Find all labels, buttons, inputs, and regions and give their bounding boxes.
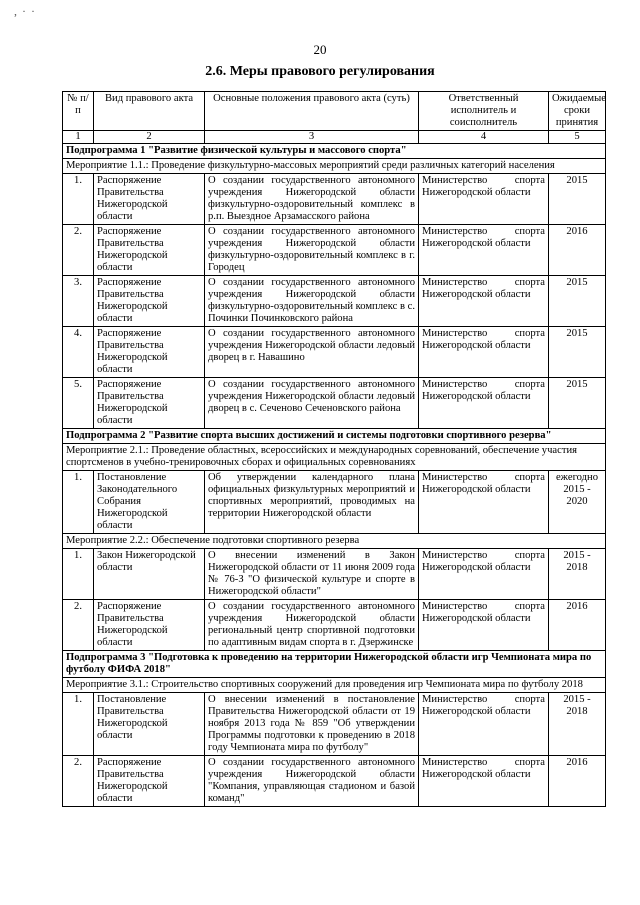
row-number: 4. xyxy=(63,327,94,378)
row-number: 1. xyxy=(63,549,94,600)
responsible: Министерство спорта Нижегородской области xyxy=(419,327,549,378)
column-number: 1 xyxy=(63,131,94,144)
act-provisions: О внесении изменений в постановление Правительства Нижегородской области от 19 ноября 2013 года № 859 "Об утверждении Программы подготовки к проведению в 2018 году Чемпионата мира по футболу" xyxy=(205,693,419,756)
table-row xyxy=(63,693,606,756)
table-row xyxy=(63,600,606,651)
row-number: 5. xyxy=(63,378,94,429)
responsible: Министерство спорта Нижегородской области xyxy=(419,549,549,600)
responsible: Министерство спорта Нижегородской области xyxy=(419,693,549,756)
act-provisions: О создании государственного автономного учреждения Нижегородской области физкультурно-оздоровительный комплекс в с. Починки Починковского района xyxy=(205,276,419,327)
header-act-type: Вид правового акта xyxy=(94,92,205,131)
act-type: Постановление Законодательного Собрания Нижегородской области xyxy=(94,471,205,534)
column-number: 4 xyxy=(419,131,549,144)
deadline: 2016 xyxy=(549,756,606,807)
section-title: 2.6. Меры правового регулирования xyxy=(205,64,435,79)
act-type: Распоряжение Правительства Нижегородской области xyxy=(94,174,205,225)
table-row xyxy=(63,174,606,225)
deadline: 2016 xyxy=(549,225,606,276)
act-provisions: О создании государственного автономного учреждения Нижегородской области физкультурно-оздоровительный комплекс в г. Городец xyxy=(205,225,419,276)
row-number: 2. xyxy=(63,756,94,807)
table-row xyxy=(63,276,606,327)
act-type: Распоряжение Правительства Нижегородской области xyxy=(94,378,205,429)
measure-2-1: Мероприятие 2.1.: Проведение областных, всероссийских и международных соревнований, обеспечение участия спортсменов в учебно-тренировочных сборах и официальных соревнованиях xyxy=(63,444,606,471)
act-provisions: О создании государственного автономного учреждения Нижегородской области ледовый дворец в г. Навашино xyxy=(205,327,419,378)
header-responsible: Ответственный исполнитель и соисполнитель xyxy=(419,92,549,131)
responsible: Министерство спорта Нижегородской области xyxy=(419,174,549,225)
act-type: Распоряжение Правительства Нижегородской области xyxy=(94,756,205,807)
row-number: 1. xyxy=(63,471,94,534)
act-provisions: О создании государственного автономного учреждения Нижегородской области региональный центр спортивной подготовки по адаптивным видам спорта в г. Дзержинске xyxy=(205,600,419,651)
act-provisions: О создании государственного автономного учреждения Нижегородской области физкультурно-оздоровительный комплекс в р.п. Выездное Арзамасского района xyxy=(205,174,419,225)
act-provisions: О создании государственного автономного учреждения Нижегородской области "Компания, управляющая стадионом и базой команд" xyxy=(205,756,419,807)
act-type: Распоряжение Правительства Нижегородской области xyxy=(94,276,205,327)
deadline: 2015 - 2018 xyxy=(549,549,606,600)
deadline: 2015 xyxy=(549,276,606,327)
measure-1-1: Мероприятие 1.1.: Проведение физкультурно-массовых мероприятий среди различных категорий населения xyxy=(63,159,606,174)
row-number: 3. xyxy=(63,276,94,327)
table-row xyxy=(63,756,606,807)
act-provisions: О создании государственного автономного учреждения Нижегородской области ледовый дворец в с. Сеченово Сеченовского района xyxy=(205,378,419,429)
responsible: Министерство спорта Нижегородской области xyxy=(419,756,549,807)
header-number: № п/п xyxy=(63,92,94,131)
deadline: 2015 xyxy=(549,378,606,429)
responsible: Министерство спорта Нижегородской области xyxy=(419,276,549,327)
measure-row xyxy=(63,444,606,471)
header-row xyxy=(63,92,606,131)
act-type: Распоряжение Правительства Нижегородской области xyxy=(94,225,205,276)
deadline: 2015 xyxy=(549,327,606,378)
deadline: ежегодно 2015 - 2020 xyxy=(549,471,606,534)
subprogram-2-title: Подпрограмма 2 "Развитие спорта высших достижений и системы подготовки спортивного резерва" xyxy=(63,429,606,444)
act-provisions: О внесении изменений в Закон Нижегородской области от 11 июня 2009 года № 76-З "О физической культуре и спорте в Нижегородской области" xyxy=(205,549,419,600)
row-number: 2. xyxy=(63,225,94,276)
measure-row xyxy=(63,678,606,693)
header-deadline: Ожидаемые сроки принятия xyxy=(549,92,606,131)
column-number-row xyxy=(63,131,606,144)
responsible: Министерство спорта Нижегородской области xyxy=(419,600,549,651)
act-type: Распоряжение Правительства Нижегородской области xyxy=(94,327,205,378)
subprogram-row xyxy=(63,429,606,444)
measure-2-2: Мероприятие 2.2.: Обеспечение подготовки спортивного резерва xyxy=(63,534,606,549)
row-number: 2. xyxy=(63,600,94,651)
column-number: 5 xyxy=(549,131,606,144)
table-row xyxy=(63,378,606,429)
legal-measures-table xyxy=(62,91,606,807)
scan-mark: , · · xyxy=(14,4,36,18)
deadline: 2016 xyxy=(549,600,606,651)
responsible: Министерство спорта Нижегородской области xyxy=(419,471,549,534)
act-provisions: Об утверждении календарного плана официальных физкультурных мероприятий и спортивных мероприятий, проводимых на территории Нижегородской области xyxy=(205,471,419,534)
measure-row xyxy=(63,534,606,549)
table-row xyxy=(63,327,606,378)
responsible: Министерство спорта Нижегородской области xyxy=(419,225,549,276)
page-number: 20 xyxy=(313,42,327,57)
table-row xyxy=(63,225,606,276)
measure-row xyxy=(63,159,606,174)
column-number: 2 xyxy=(94,131,205,144)
subprogram-row xyxy=(63,651,606,678)
deadline: 2015 xyxy=(549,174,606,225)
measure-3-1: Мероприятие 3.1.: Строительство спортивных сооружений для проведения игр Чемпионата мира по футболу 2018 xyxy=(63,678,606,693)
subprogram-3-title: Подпрограмма 3 "Подготовка к проведению на территории Нижегородской области игр Чемпионата мира по футболу ФИФА 2018" xyxy=(63,651,606,678)
header-provisions: Основные положения правового акта (суть) xyxy=(205,92,419,131)
act-type: Постановление Правительства Нижегородской области xyxy=(94,693,205,756)
row-number: 1. xyxy=(63,174,94,225)
table-row xyxy=(63,549,606,600)
subprogram-1-title: Подпрограмма 1 "Развитие физической культуры и массового спорта" xyxy=(63,144,606,159)
row-number: 1. xyxy=(63,693,94,756)
deadline: 2015 - 2018 xyxy=(549,693,606,756)
column-number: 3 xyxy=(205,131,419,144)
subprogram-row xyxy=(63,144,606,159)
responsible: Министерство спорта Нижегородской области xyxy=(419,378,549,429)
act-type: Распоряжение Правительства Нижегородской области xyxy=(94,600,205,651)
table-row xyxy=(63,471,606,534)
act-type: Закон Нижегородской области xyxy=(94,549,205,600)
